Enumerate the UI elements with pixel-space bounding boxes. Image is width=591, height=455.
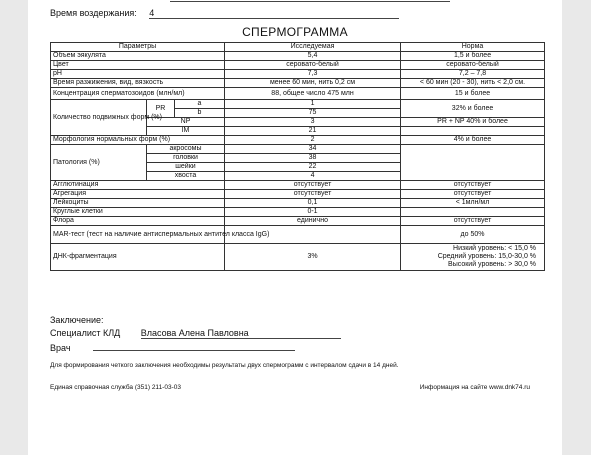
param-cell: Объем эякулята [51,52,225,61]
norm-cell: 7,2 – 7,8 [401,70,545,79]
param-cell: ДНК-фрагментация [51,244,225,271]
motility-pr-label: PR [147,100,175,118]
norm-cell: отсутствует [401,190,545,199]
value-cell: 3% [225,244,401,271]
param-cell: Лейкоциты [51,199,225,208]
table-row [51,61,545,70]
doctor-label: Врач [50,343,71,353]
cut-top-line [50,0,450,3]
specialist-label: Специалист КЛД [50,328,121,338]
table-row [51,190,545,199]
col-header-value: Исследуемая [225,43,401,52]
param-cell: Патология (%) [51,145,147,181]
value-cell: 7,3 [225,70,401,79]
table-row [51,217,545,226]
norm-cell [401,145,545,181]
param-cell: Агглютинация [51,181,225,190]
norm-cell: 4% и более [401,136,545,145]
doctor-signature-line [93,340,295,351]
footer-site: Информация на сайте www.dnk74.ru [419,384,530,391]
table-row [51,88,545,100]
note-text: Для формирования четкого заключения необходимы результаты двух спермограмм с интервалом сдачи в 14 дней. [50,362,399,369]
abstinence-label: Время воздержания: [50,8,137,18]
table-row [51,70,545,79]
norm-cell: PR + NP 40% и более [401,118,545,127]
norm-cell [401,208,545,217]
motility-b-label: b [175,109,225,118]
conclusion-label: Заключение: [50,315,104,325]
param-cell: Круглые клетки [51,208,225,217]
table-row [51,145,545,154]
norm-cell: < 60 мин (20 - 30), нить < 2,0 см. [401,79,545,88]
table-row [51,199,545,208]
param-cell: Количество подвижных форм (%) [51,100,147,136]
specialist-name: Власова Алена Павловна [141,328,341,339]
norm-cell: 32% и более [401,100,545,118]
param-cell: Время разжижения, вид, вязкость [51,79,225,88]
col-header-norm: Норма [401,43,545,52]
pathology-label: шейки [147,163,225,172]
value-cell: 22 [225,163,401,172]
spermogram-table [50,42,545,271]
norm-cell: до 50% [401,226,545,244]
param-cell: Концентрация сперматозоидов (млн/мл) [51,88,225,100]
table-row [51,244,545,271]
footer-phone: Единая справочная служба (351) 211-03-03 [50,384,181,391]
norm-cell: 15 и более [401,88,545,100]
specialist-row [50,328,341,339]
table-header-row [51,43,545,52]
value-cell: 0,1 [225,199,401,208]
value-cell: отсутствует [225,190,401,199]
pathology-label: хвоста [147,172,225,181]
table-row [51,52,545,61]
abstinence-value: 4 [149,8,399,19]
param-cell: Флора [51,217,225,226]
pathology-label: акросомы [147,145,225,154]
value-cell: 75 [225,109,401,118]
document-title: СПЕРМОГРАММА [242,25,348,39]
param-cell: pH [51,70,225,79]
param-cell: Агрегация [51,190,225,199]
value-cell: 1 [225,100,401,109]
value-cell: серовато-белый [225,61,401,70]
value-cell: 3 [225,118,401,127]
norm-cell [401,244,545,271]
value-cell: отсутствует [225,181,401,190]
value-cell: 21 [225,127,401,136]
value-cell: 38 [225,154,401,163]
document-page [28,0,562,455]
norm-cell [401,127,545,136]
col-header-param: Параметры [51,43,225,52]
value-cell: единично [225,217,401,226]
doctor-row [50,340,295,353]
dna-norm-low: Низкий уровень: < 15,0 % [453,245,537,252]
norm-cell: отсутствует [401,181,545,190]
param-cell: Морфология нормальных форм (%) [51,136,225,145]
table-row [51,181,545,190]
table-row [51,136,545,145]
param-cell: Цвет [51,61,225,70]
value-cell: 2 [225,136,401,145]
norm-cell: < 1млн/мл [401,199,545,208]
table-row [51,226,545,244]
dna-norm-high: Высокий уровень: > 30,0 % [448,261,537,268]
norm-cell: отсутствует [401,217,545,226]
pathology-label: головки [147,154,225,163]
norm-cell: 1,5 и более [401,52,545,61]
motility-a-label: а [175,100,225,109]
value-cell: 0-1 [225,208,401,217]
value-cell: 4 [225,172,401,181]
value-cell: 34 [225,145,401,154]
value-cell: 5,4 [225,52,401,61]
table-row [51,100,545,109]
param-cell: MAR-тест (тест на наличие антиспермальных антител класса IgG) [51,226,225,244]
value-cell: менее 60 мин, нить 0,2 см [225,79,401,88]
abstinence-row [50,8,399,19]
value-cell: 88, общее число 475 млн [225,88,401,100]
motility-np-label: NP [147,118,225,127]
norm-cell: серовато-белый [401,61,545,70]
table-row [51,79,545,88]
motility-im-label: IM [147,127,225,136]
table-row [51,208,545,217]
dna-norm-mid: Средний уровень: 15,0-30,0 % [437,253,537,260]
